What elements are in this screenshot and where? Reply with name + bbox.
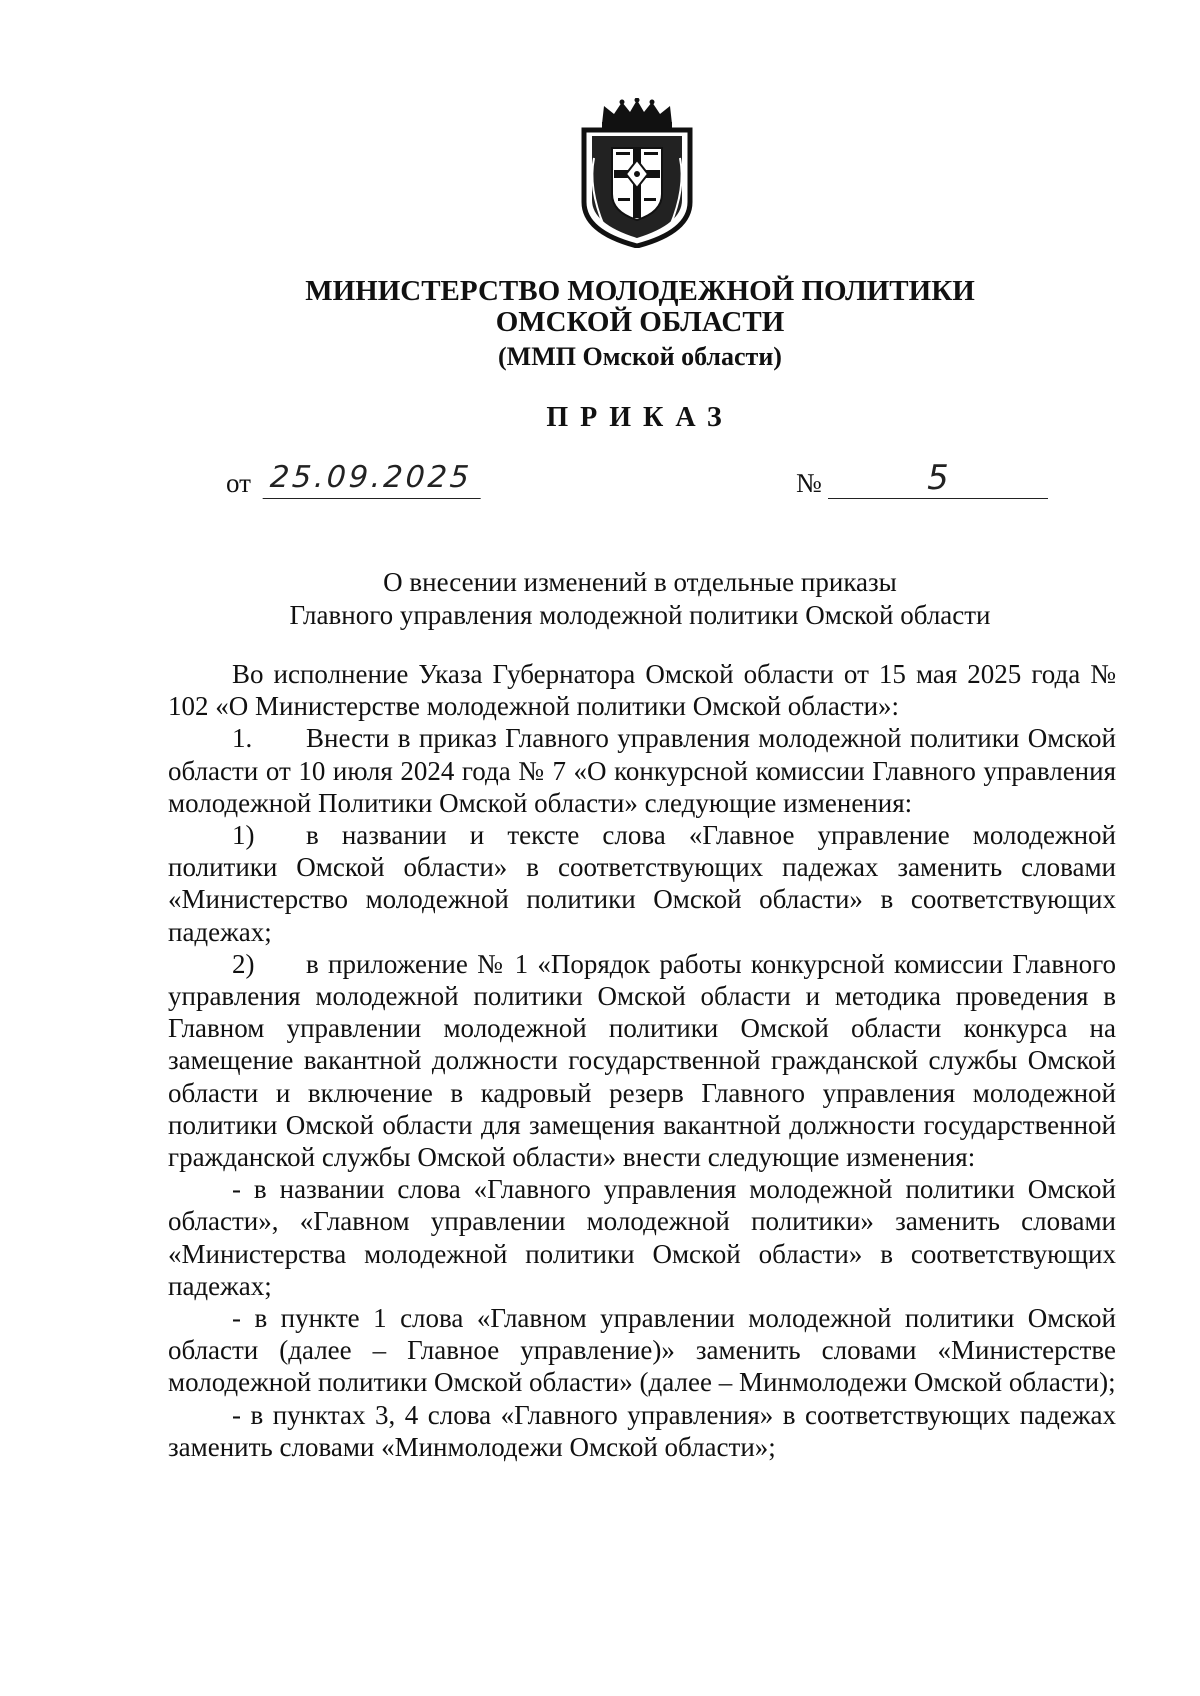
dash-item-3: - в пунктах 3, 4 слова «Главного управления» в соответствующих падежах заменить словами «Минмолодежи Омской области»; <box>168 1399 1116 1462</box>
ministry-short-name: (ММП Омской области) <box>498 342 782 371</box>
order-title: ПРИКАЗ <box>546 402 734 433</box>
order-subject-line2: Главного управления молодежной политики Омской области <box>289 600 991 630</box>
item-1-label: 1. <box>232 723 253 754</box>
item-1-text: Внести в приказ Главного управления молодежной политики Омской области от 10 июля 2024 года № 7 «О конкурсной комиссии Главного управления молодежной Политики Омской области» следующие изменения: <box>168 723 1116 818</box>
order-number-prefix: № <box>796 468 822 498</box>
ministry-name-line2: ОМСКОЙ ОБЛАСТИ <box>495 306 785 338</box>
order-date-prefix: от <box>226 468 251 498</box>
subitem-1 <box>168 819 1116 948</box>
order-number <box>796 458 1056 502</box>
subitem-2 <box>168 948 1116 1173</box>
omsk-coat-of-arms-icon <box>574 98 700 248</box>
order-date <box>226 462 486 502</box>
ministry-name-line1: МИНИСТЕРСТВО МОЛОДЕЖНОЙ ПОЛИТИКИ <box>305 275 975 307</box>
dash-item-1: - в названии слова «Главного управления молодежной политики Омской области», «Главном управлении молодежной политики» заменить словами «Министерства молодежной политики Омской области» в соответствующих падежах; <box>168 1174 1116 1301</box>
order-number-value: 5 <box>828 458 1048 499</box>
item-1 <box>168 722 1116 819</box>
order-date-value: 25.09.2025 <box>263 460 484 499</box>
order-body <box>168 658 1116 1463</box>
subitem-1-text: в названии и тексте слова «Главное управление молодежной политики Омской области» в соответствующих падежах заменить словами «Министерство молодежной политики Омской области» в соответствующих падежах; <box>168 820 1116 947</box>
order-subject-line1: О внесении изменений в отдельные приказы <box>383 567 897 597</box>
dash-item-2: - в пункте 1 слова «Главном управлении молодежной политики Омской области (далее – Главное управление)» заменить словами «Министерстве молодежной политики Омской области» (далее – Минмолодежи Омской области); <box>168 1303 1116 1398</box>
subitem-1-label: 1) <box>232 820 255 851</box>
subitem-2-label: 2) <box>232 948 255 979</box>
intro-paragraph: Во исполнение Указа Губернатора Омской области от 15 мая 2025 года № 102 «О Министерстве молодежной политики Омской области»: <box>168 659 1116 722</box>
subitem-2-text: в приложение № 1 «Порядок работы конкурсной комиссии Главного управления молодежной политики Омской области и методика проведения в Главном управлении молодежной политики Омской области конкурса на замещение вакантной должности государственной гражданской службы Омской области и включение в кадровый резерв Главного управления молодежной политики Омской области для замещения вакантной должности государственной гражданской службы Омской области» внести следующие изменения: <box>168 948 1116 1173</box>
